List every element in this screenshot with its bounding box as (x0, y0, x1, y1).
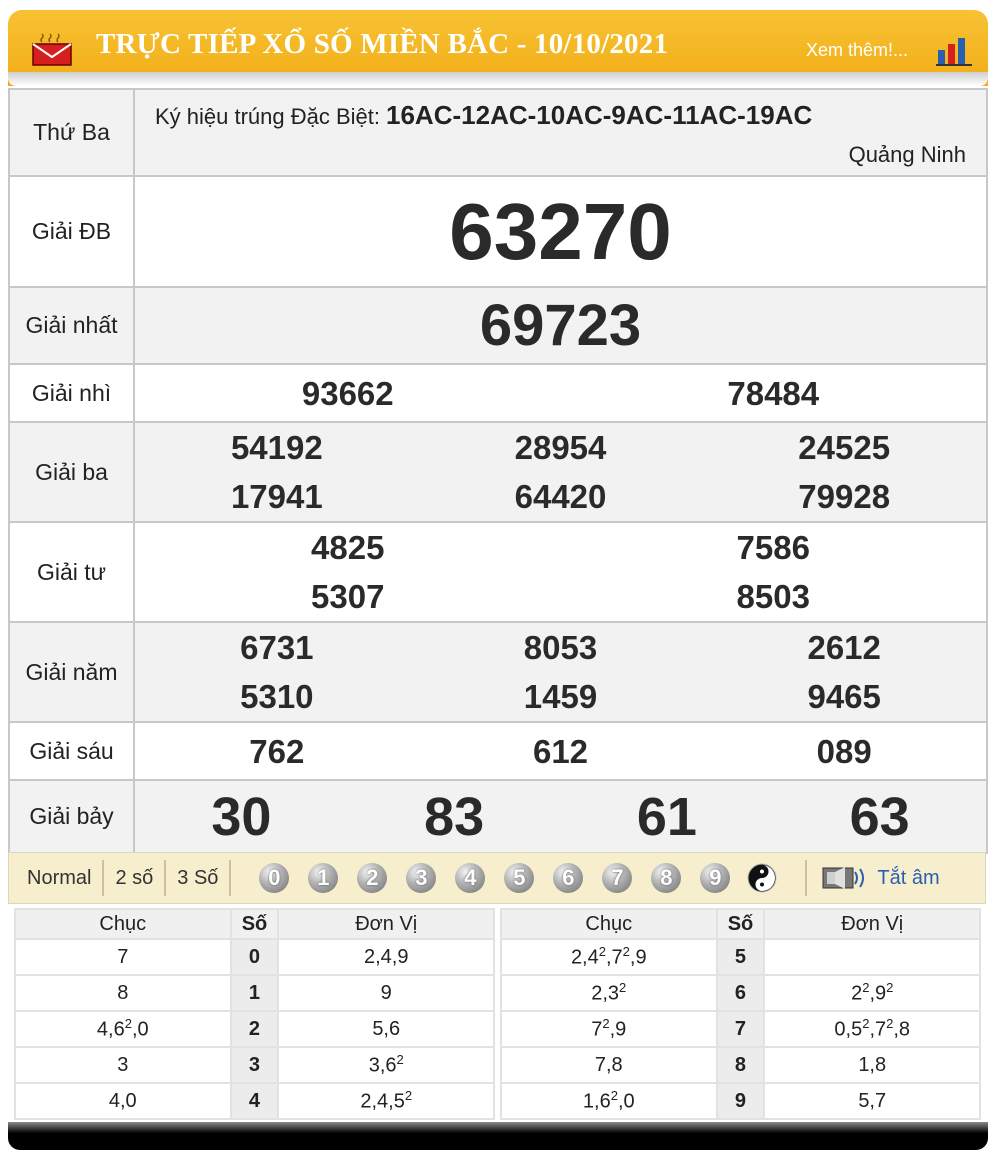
prize-number: 9465 (807, 678, 881, 715)
prize-number: 5310 (240, 678, 314, 715)
digit-cell: 9 (717, 1083, 765, 1119)
prize-number: 1459 (523, 678, 598, 715)
special-code-label: Ký hiệu trúng Đặc Biệt: (155, 104, 381, 129)
tens-cell: $2,4^2,7^2,9$ (501, 939, 717, 975)
page-title: TRỰC TIẾP XỔ SỐ MIỀN BẮC - 10/10/2021 (96, 28, 669, 60)
prize-row-ba (9, 422, 987, 522)
prize-number: 2612 (807, 629, 881, 666)
prize-number: 17941 (230, 478, 323, 515)
prize-number: 30 (211, 786, 272, 847)
digit-cell: 8 (717, 1047, 765, 1083)
units-cell: $2^2,9^2$ (764, 975, 980, 1011)
prize-label: Giải năm (9, 622, 134, 722)
mute-sound-link[interactable]: Tắt âm (877, 866, 940, 889)
prize-number: 93662 (301, 374, 394, 412)
special-code-cell (134, 89, 987, 176)
digit-cell: 6 (717, 975, 765, 1011)
units-cell: $3,6^2$ (278, 1047, 494, 1083)
prize-row-db (9, 176, 987, 287)
digit-header: Số (717, 909, 765, 939)
prize-label: Giải ba (9, 422, 134, 522)
prize-number: 83 (424, 786, 485, 847)
digit-filter-4[interactable]: 4 (455, 863, 485, 893)
prize-row-nhat (9, 287, 987, 364)
loto-table-right (500, 908, 981, 1120)
prize-label: Giải nhì (9, 364, 134, 422)
digit-cell: 3 (231, 1047, 279, 1083)
filter-toolbar (8, 852, 986, 904)
results-table (8, 88, 988, 854)
digit-cell: 4 (231, 1083, 279, 1119)
mode-2-digit-button[interactable]: 2 số (104, 860, 166, 896)
loto-row (15, 1047, 494, 1083)
prize-number: 612 (532, 732, 589, 770)
prize-label: Giải bảy (9, 780, 134, 853)
digit-filter-9[interactable]: 9 (700, 863, 730, 893)
prize-row-sau (9, 722, 987, 780)
prize-number: 61 (636, 786, 697, 847)
prize-number: 762 (249, 732, 305, 770)
loto-row (501, 1011, 980, 1047)
units-cell: 1,8 (764, 1047, 980, 1083)
digit-filter-2[interactable]: 2 (357, 863, 387, 893)
digit-cell: 7 (717, 1011, 765, 1047)
loto-row (501, 1083, 980, 1119)
prize-label: Giải tư (9, 522, 134, 622)
tens-cell: $4,6^2,0$ (15, 1011, 231, 1047)
units-cell: 2,4,5$^2$ (278, 1083, 494, 1119)
prize-number: 4825 (311, 529, 385, 566)
prize-number: 5307 (311, 578, 385, 615)
units-cell: $0,5^2,7^2,8$ (764, 1011, 980, 1047)
units-cell: 9 (278, 975, 494, 1011)
digit-filter-5[interactable]: 5 (504, 863, 534, 893)
loto-row (15, 939, 494, 975)
province-name: Quảng Ninh (848, 142, 966, 167)
prize-row-tu (9, 522, 987, 622)
units-cell: 5,6 (278, 1011, 494, 1047)
tens-cell: 7 (15, 939, 231, 975)
prize-label: Giải sáu (9, 722, 134, 780)
prize-number: 8503 (736, 578, 810, 615)
special-code-value: 16AC-12AC-10AC-9AC-11AC-19AC (386, 100, 813, 130)
bar-chart-icon[interactable] (936, 36, 974, 66)
units-cell (764, 939, 980, 975)
mode-3-digit-button[interactable]: 3 Số (166, 860, 231, 896)
prize-number: 28954 (514, 429, 607, 466)
prize-row-nhi (9, 364, 987, 422)
mode-normal-button[interactable]: Normal (9, 860, 104, 896)
draw-info-row (9, 89, 987, 176)
digit-header: Số (231, 909, 279, 939)
tens-cell: $7^2,9$ (501, 1011, 717, 1047)
loto-row (15, 975, 494, 1011)
loto-row (501, 1047, 980, 1083)
prize-number: 63 (849, 786, 910, 847)
loto-header-row (15, 909, 494, 939)
day-label: Thứ Ba (9, 89, 134, 176)
digit-filter-3[interactable]: 3 (406, 863, 436, 893)
special-code (155, 100, 812, 131)
loto-table-left (14, 908, 495, 1120)
loto-row (15, 1011, 494, 1047)
digit-filter-8[interactable]: 8 (651, 863, 681, 893)
tens-cell: $2,3^2$ (501, 975, 717, 1011)
digit-filter-0[interactable]: 0 (259, 863, 289, 893)
prize-number: 69723 (479, 292, 642, 358)
units-cell: 2,4,9 (278, 939, 494, 975)
tens-cell: $1,6^2,0$ (501, 1083, 717, 1119)
special-prize-number: 63270 (449, 186, 672, 276)
prize-number: 089 (816, 732, 872, 770)
tens-header: Chục (15, 909, 231, 939)
prize-number: 78484 (727, 374, 820, 412)
tens-cell: 3 (15, 1047, 231, 1083)
prize-number: 24525 (798, 429, 891, 466)
tens-cell: 4,0 (15, 1083, 231, 1119)
digit-filter-6[interactable]: 6 (553, 863, 583, 893)
bottom-bar (8, 1122, 988, 1150)
digit-cell: 5 (717, 939, 765, 975)
digit-cell: 0 (231, 939, 279, 975)
prize-number: 8053 (523, 629, 598, 666)
units-header: Đơn Vị (764, 909, 980, 939)
prize-number: 54192 (230, 429, 323, 466)
mail-icon (32, 32, 72, 66)
tens-cell: 8 (15, 975, 231, 1011)
loto-header-row (501, 909, 980, 939)
digit-cell: 1 (231, 975, 279, 1011)
prize-row-nam (9, 622, 987, 722)
tens-header: Chục (501, 909, 717, 939)
prize-label: Giải ĐB (9, 176, 134, 287)
prize-number: 6731 (240, 629, 314, 666)
prize-number: 79928 (798, 478, 891, 515)
yin-yang-icon[interactable] (747, 863, 777, 893)
units-cell: 5,7 (764, 1083, 980, 1119)
prize-number: 7586 (736, 529, 810, 566)
toolbar-divider (805, 860, 807, 896)
digit-cell: 2 (231, 1011, 279, 1047)
speaker-icon[interactable] (821, 864, 867, 892)
prize-label: Giải nhất (9, 287, 134, 364)
tens-cell: 7,8 (501, 1047, 717, 1083)
loto-row (501, 939, 980, 975)
units-header: Đơn Vị (278, 909, 494, 939)
see-more-link[interactable]: Xem thêm!... (806, 40, 909, 60)
digit-filter-7[interactable]: 7 (602, 863, 632, 893)
loto-row (15, 1083, 494, 1119)
digit-filter-1[interactable]: 1 (308, 863, 338, 893)
prize-row-bay (9, 780, 987, 853)
header-shadow (8, 72, 988, 86)
loto-row (501, 975, 980, 1011)
prize-number: 64420 (514, 478, 607, 515)
